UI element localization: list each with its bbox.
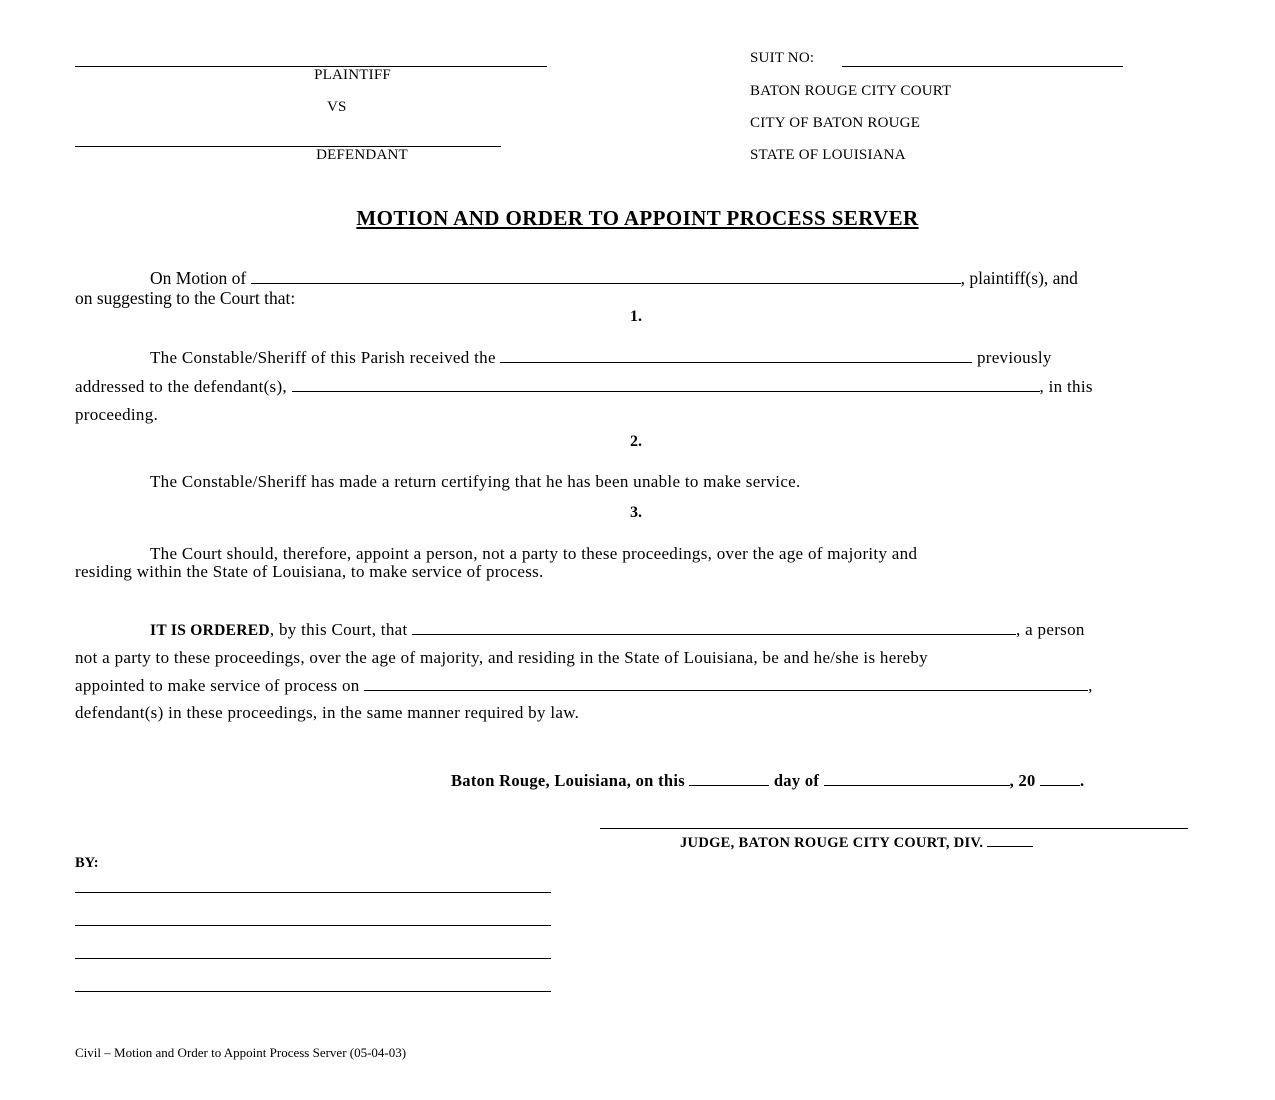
judge-label: JUDGE, BATON ROUGE CITY COURT, DIV. [680,835,984,851]
motion-intro-start: On Motion of [150,268,247,288]
plaintiff-label: PLAINTIFF [314,67,391,83]
motion-intro-line2: on suggesting to the Court that: [75,288,296,308]
vs-label: VS [327,99,347,115]
day-field[interactable] [689,771,769,786]
motion-intro-line [150,268,1078,289]
order-line1-rest: , by this Court, that [269,620,408,639]
suit-no-label: SUIT NO: [750,50,815,66]
division-field[interactable] [987,835,1033,847]
section-1-line1 [150,348,1052,368]
year-field[interactable] [1040,771,1080,786]
section-number-3: 3. [630,504,642,521]
order-line3-text: appointed to make service of process on [75,676,360,695]
attorney-line-2[interactable] [75,925,551,926]
section-1-part-d: , in this [1039,377,1093,396]
plaintiff-name-field[interactable] [251,269,961,284]
defendant-names-field[interactable] [292,377,1040,392]
order-line4: defendant(s) in these proceedings, in the same manner required by law. [75,703,580,722]
order-line1 [150,620,1085,640]
judge-label-row [680,835,1033,852]
dated-year-prefix: , 20 [1009,771,1036,790]
defendant-label: DEFENDANT [316,147,408,163]
section-1-line3: proceeding. [75,405,159,424]
dated-suffix: . [1080,771,1085,790]
section-1-line2 [75,377,1093,397]
attorney-line-1[interactable] [75,892,551,893]
document-received-field[interactable] [500,348,972,363]
by-label: BY: [75,855,99,871]
section-3-line2: residing within the State of Louisiana, to make service of process. [75,562,544,581]
attorney-line-4[interactable] [75,991,551,992]
it-is-ordered: IT IS ORDERED [150,622,270,639]
section-number-1: 1. [630,308,642,325]
dated-day-of: day of [773,771,820,790]
dated-prefix: Baton Rouge, Louisiana, on this [451,771,685,790]
section-1-part-b: previously [976,348,1052,367]
court-name: BATON ROUGE CITY COURT [750,83,952,99]
motion-intro-end: , plaintiff(s), and [960,268,1078,288]
order-line1-end: , a person [1016,620,1085,639]
attorney-line-3[interactable] [75,958,551,959]
month-field[interactable] [824,771,1010,786]
section-2-text: The Constable/Sheriff has made a return certifying that he has been unable to make service. [150,472,801,491]
document-title: MOTION AND ORDER TO APPOINT PROCESS SERVER [356,206,919,230]
judge-signature-line[interactable] [600,828,1188,829]
section-3-line1: The Court should, therefore, appoint a person, not a party to these proceedings, over the age of majority and [150,544,918,563]
form-footer: Civil – Motion and Order to Appoint Process Server (05-04-03) [75,1045,407,1060]
order-line3-end: , [1088,676,1093,695]
city-name: CITY OF BATON ROUGE [750,115,921,131]
section-number-2: 2. [630,433,642,450]
dated-line [451,771,1084,791]
appointee-name-field[interactable] [412,620,1016,635]
state-name: STATE OF LOUISIANA [750,147,906,163]
order-line2: not a party to these proceedings, over the age of majority, and residing in the State of Louisiana, be and he/she is hereby [75,648,928,667]
order-line3 [75,676,1093,696]
suit-no-field[interactable] [842,66,1123,67]
section-1-part-a: The Constable/Sheriff of this Parish received the [150,348,496,367]
section-1-part-c: addressed to the defendant(s), [75,377,287,396]
served-defendant-field[interactable] [364,676,1088,691]
